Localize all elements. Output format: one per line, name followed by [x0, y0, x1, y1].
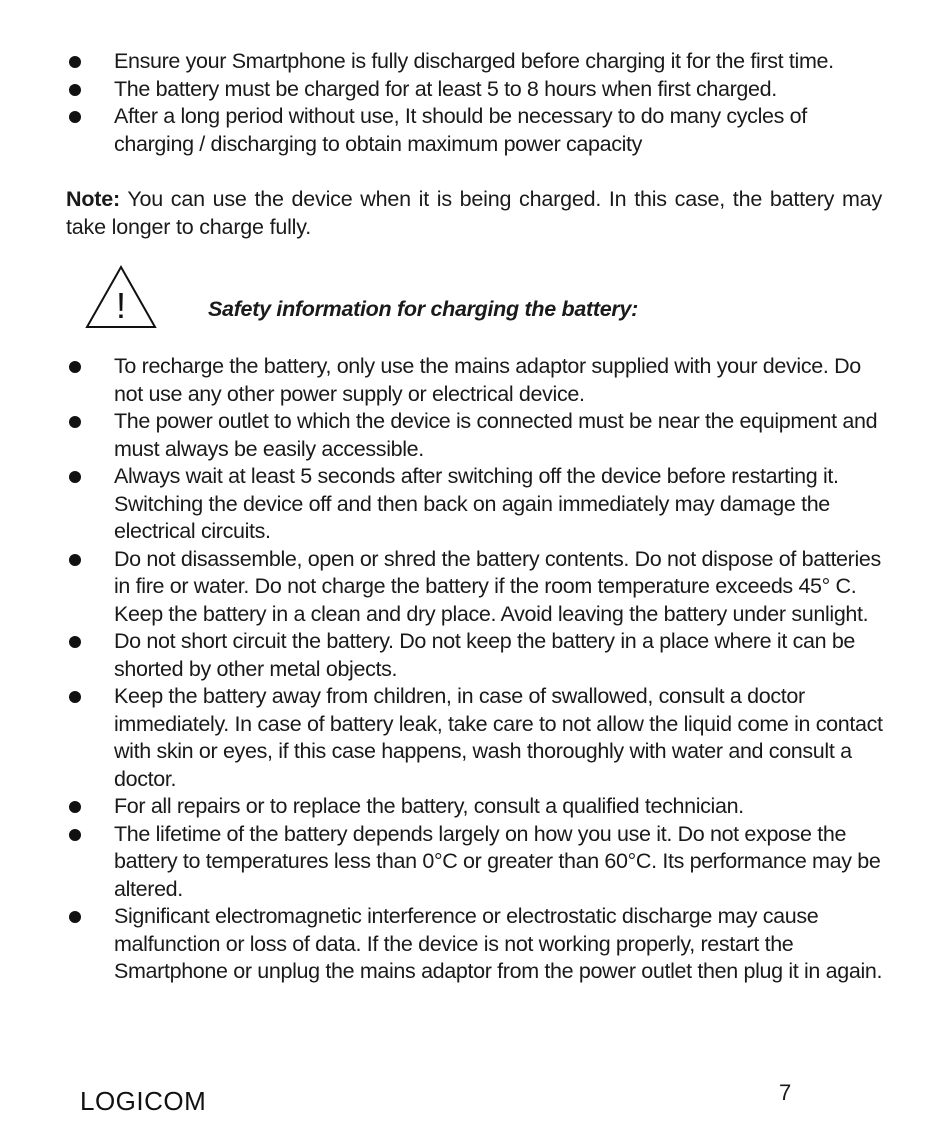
- note-paragraph: [66, 186, 882, 241]
- safety-bullet-list: [66, 353, 886, 986]
- bullet-icon: [69, 471, 81, 483]
- list-item: The battery must be charged for at least 5 to 8 hours when first charged.: [66, 76, 886, 104]
- list-item: The lifetime of the battery depends largely on how you use it. Do not expose the battery to temperatures less than 0°C or greater than 60°C. Its performance may be altered.: [66, 821, 886, 904]
- list-item: After a long period without use, It should be necessary to do many cycles of charging / discharging to obtain maximum power capacity: [66, 103, 886, 158]
- bullet-icon: [69, 911, 81, 923]
- list-item: The power outlet to which the device is connected must be near the equipment and must always be easily accessible.: [66, 408, 886, 463]
- bullet-icon: [69, 56, 81, 68]
- bullet-icon: [69, 111, 81, 123]
- note-text: You can use the device when it is being charged. In this case, the battery may take longer to charge fully.: [66, 187, 882, 239]
- bullet-icon: [69, 829, 81, 841]
- safety-heading: Safety information for charging the battery:: [208, 297, 638, 321]
- list-item: Do not short circuit the battery. Do not keep the battery in a place where it can be shorted by other metal objects.: [66, 628, 886, 683]
- list-item: Significant electromagnetic interference or electrostatic discharge may cause malfunction or loss of data. If the device is not working properly, restart the Smartphone or unplug the mains adaptor from the power outlet then plug it in again.: [66, 903, 886, 986]
- warning-triangle-icon: [84, 264, 158, 330]
- bullet-icon: [69, 416, 81, 428]
- bullet-icon: [69, 801, 81, 813]
- warning-glyph: !: [115, 285, 127, 326]
- list-item: To recharge the battery, only use the mains adaptor supplied with your device. Do not use any other power supply or electrical device.: [66, 353, 886, 408]
- logicom-logo: LOGICOM: [80, 1086, 207, 1116]
- bullet-icon: [69, 361, 81, 373]
- bullet-icon: [69, 636, 81, 648]
- intro-bullet-list: [66, 48, 886, 158]
- list-item: Always wait at least 5 seconds after switching off the device before restarting it. Switching the device off and then back on again immediately may damage the electrical circuits.: [66, 463, 886, 546]
- bullet-icon: [69, 691, 81, 703]
- page-number: 7: [779, 1080, 792, 1105]
- list-item: Ensure your Smartphone is fully discharged before charging it for the first time.: [66, 48, 886, 76]
- list-item: Do not disassemble, open or shred the battery contents. Do not dispose of batteries in fire or water. Do not charge the battery if the room temperature exceeds 45° C. Keep the battery in a clean and dry place. Avoid leaving the battery under sunlight.: [66, 546, 886, 629]
- list-item: For all repairs or to replace the battery, consult a qualified technician.: [66, 793, 886, 821]
- note-label: Note:: [66, 187, 120, 211]
- list-item: Keep the battery away from children, in case of swallowed, consult a doctor immediately. In case of battery leak, take care to not allow the liquid come in contact with skin or eyes, if this case happens, wash thoroughly with water and consult a doctor.: [66, 683, 886, 793]
- bullet-icon: [69, 554, 81, 566]
- bullet-icon: [69, 84, 81, 96]
